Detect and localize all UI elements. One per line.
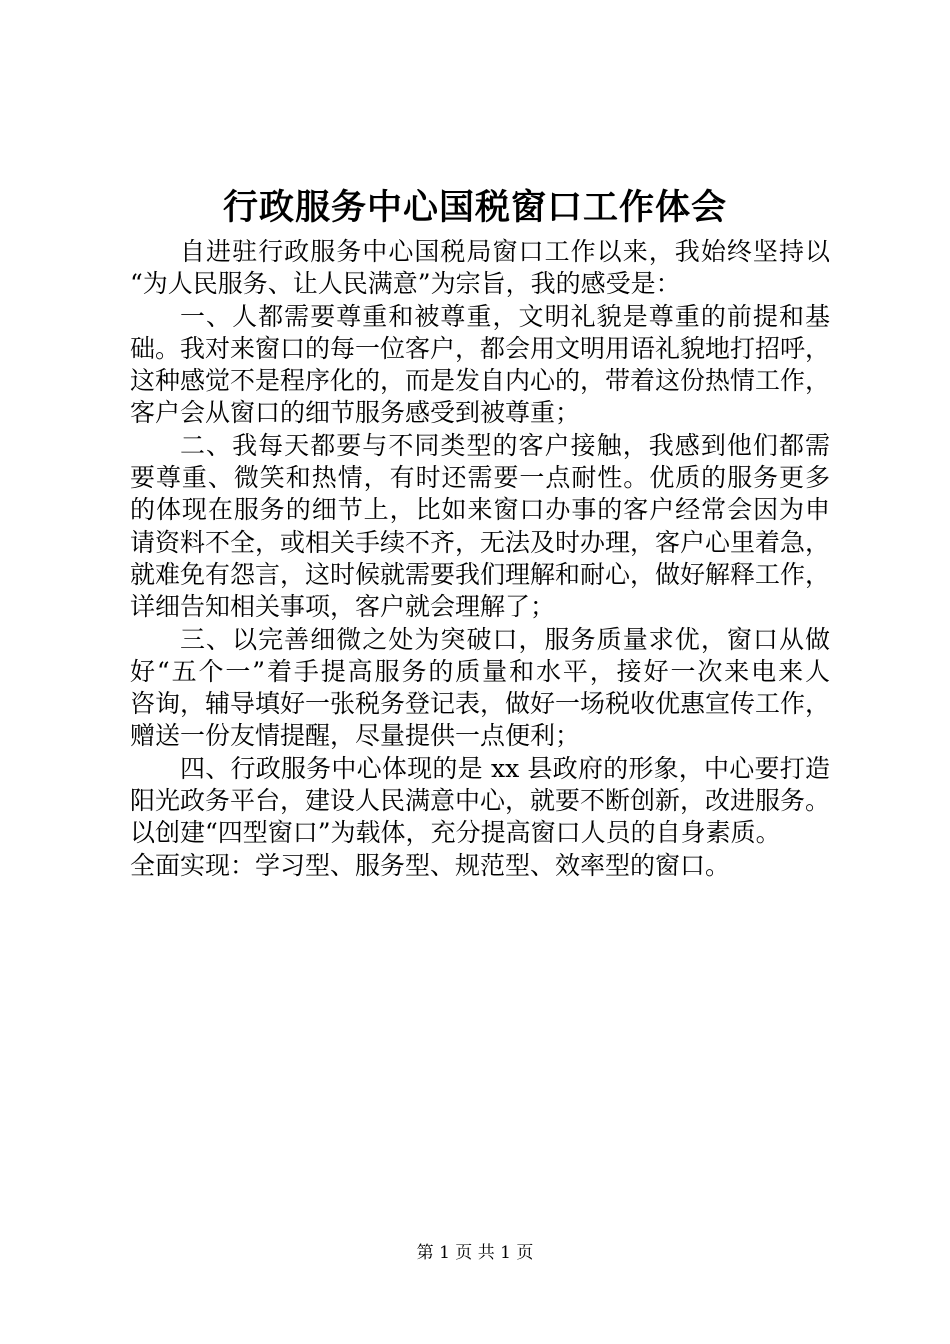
paragraph-line: 请资料不全，或相关手续不齐，无法及时办理，客户心里着急， xyxy=(130,527,831,557)
paragraph-line: 四、行政服务中心体现的是 xx 县政府的形象，中心要打造 xyxy=(180,753,830,783)
document-body xyxy=(130,236,830,882)
paragraph-line: 全面实现：学习型、服务型、规范型、效率型的窗口。 xyxy=(130,850,731,880)
paragraph-line: 以创建“四型窗口”为载体，充分提高窗口人员的自身素质。 xyxy=(130,818,781,848)
paragraph-line: 的体现在服务的细节上，比如来窗口办事的客户经常会因为申 xyxy=(130,495,830,525)
paragraph-line: 二、我每天都要与不同类型的客户接触，我感到他们都需 xyxy=(180,430,830,460)
paragraph-line: “为人民服务、让人民满意”为宗旨，我的感受是： xyxy=(130,269,681,299)
paragraph-line: 好“五个一”着手提高服务的质量和水平，接好一次来电来人 xyxy=(130,656,830,686)
paragraph-line: 就难免有怨言，这时候就需要我们理解和耐心，做好解释工作， xyxy=(130,559,831,589)
paragraph-line: 客户会从窗口的细节服务感受到被尊重； xyxy=(130,398,581,428)
paragraph-line: 详细告知相关事项，客户就会理解了； xyxy=(130,592,556,622)
paragraph-line: 阳光政务平台，建设人民满意中心，就要不断创新，改进服务。 xyxy=(130,786,831,816)
paragraph-line: 自进驻行政服务中心国税局窗口工作以来，我始终坚持以 xyxy=(180,237,830,266)
paragraph-line: 础。我对来窗口的每一位客户，都会用文明用语礼貌地打招呼， xyxy=(130,333,831,363)
paragraph-line: 要尊重、微笑和热情，有时还需要一点耐性。优质的服务更多 xyxy=(130,463,830,493)
paragraph-line: 一、人都需要尊重和被尊重，文明礼貌是尊重的前提和基 xyxy=(180,301,830,331)
page-footer: 第 1 页 共 1 页 xyxy=(416,1243,534,1263)
paragraph-line: 赠送一份友情提醒，尽量提供一点便利； xyxy=(130,721,581,751)
paragraph-line: 咨询，辅导填好一张税务登记表，做好一场税收优惠宣传工作， xyxy=(130,689,831,719)
document-title: 行政服务中心国税窗口工作体会 xyxy=(222,187,727,228)
paragraph-line: 这种感觉不是程序化的，而是发自内心的，带着这份热情工作， xyxy=(130,366,831,396)
paragraph-line: 三、以完善细微之处为突破口，服务质量求优，窗口从做 xyxy=(180,624,830,654)
